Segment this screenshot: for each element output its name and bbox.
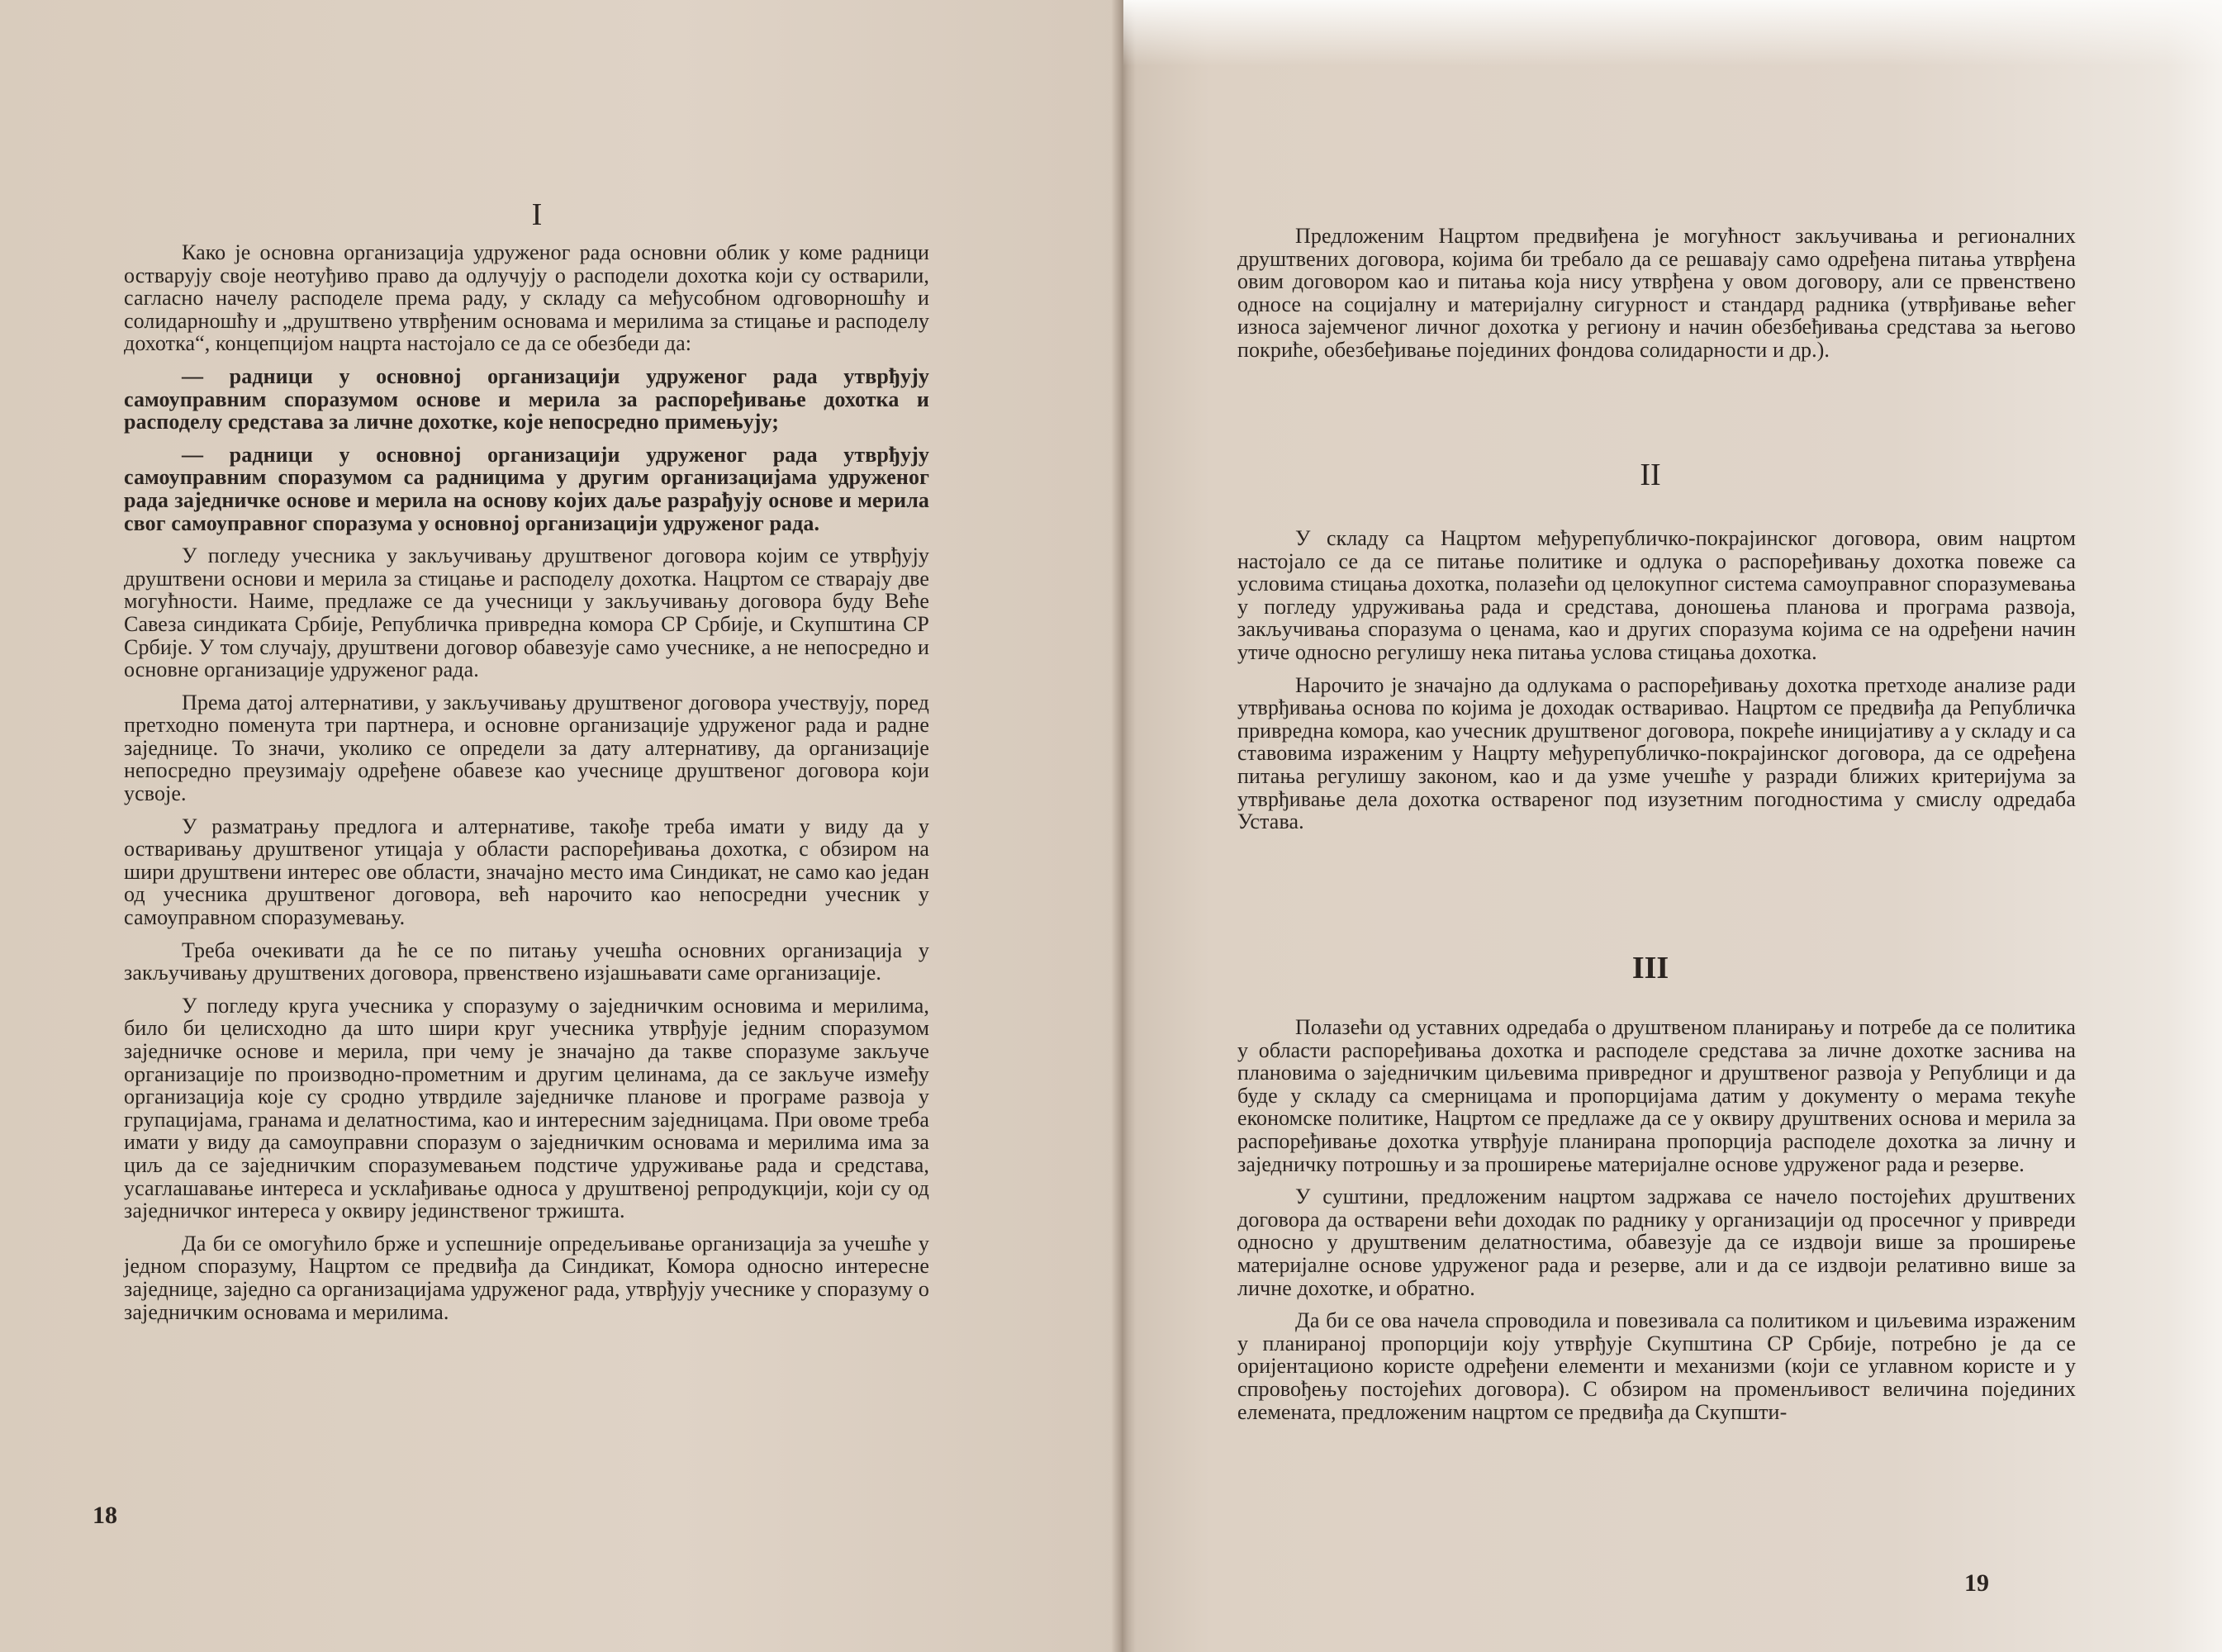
page-edge-highlight [1123, 0, 2222, 66]
left-page-body [124, 241, 929, 1333]
section-heading-i: I [531, 197, 543, 232]
left-paragraph-3: — радници у основној организацији удруженог рада утврђују самоуправним споразумом са радницима у другим организацијама удруженог рада заједничке основе и мерила на основу којих даље разрађују основе и мерила свог самоуправног споразума у основној организацији удруженог рада. [124, 442, 929, 535]
left-paragraph-8: У погледу круга учесника у споразуму о заједничким основима и мерилима, било би целисходно да што шири круг учесника утврђује једним споразумом заједничке основе и мерила, при чему је значајно да такве споразуме закључе организације по производно-прометним и другим целинама, да се закључе између организација које су сродно утврдиле заједничке планове и програме развоја у групацијама, гранама и делатностима, као и интересним заједницама. При овоме треба имати у виду да самоуправни споразум о заједничким основама и мерилима има за циљ да се заједничким споразумевањем подстиче удруживање рада и средстава, усаглашавање интереса и усклађивање односа у друштвеној репродукцији, који су од заједничког интереса у оквиру јединственог тржишта. [124, 993, 929, 1223]
right-intro-paragraph: Предложеним Нацртом предвиђена је могућност закључивања и регионалних друштвених договора, којима би требало да се решавају само одређена питања утврђена овим договором као и питања која нису утврђена у овом договору, али се првенствено односе на социјалну и материјалну сигурност и стандард радника (утврђивање већег износа зајемченог личног дохотка у региону и начин обезбеђивања средстава за његово покриће, обезбеђивање појединих фондова солидарности и др.). [1237, 224, 2076, 362]
section-iii-paragraph-2: У суштини, предложеним нацртом задржава се начело постојећих друштвених договора да остварени већи доходак по раднику у организацији од просечног у привреди односно у друштвеним делатностима, обавезује да се издвоји више за проширење материјалне основе удруженог рада и резерве, али и да се издвоји релативно више за личне дохотке, и обратно. [1237, 1184, 2076, 1300]
page-number-left: 18 [93, 1502, 117, 1529]
left-paragraph-9: Да би се омогућило брже и успешније опредељивање организација за учешће у једном споразуму, Нацртом се предвиђа да Синдикат, Комора односно интересне заједнице, заједно са организацијама удруженог рада, утврђују учеснике у споразуму о заједничким основама и мерилима. [124, 1231, 929, 1324]
left-paragraph-7: Треба очекивати да ће се по питању учешћа основних организација у закључивању друштвених договора, првенствено изјашњавати саме организације. [124, 938, 929, 985]
section-iii-paragraph-3: Да би се ова начела спроводила и повезивала са политиком и циљевима израженим у планираној пропорцији коју утврђује Скупштина СР Србије, потребно је да се оријентационо користе одређени елементи и механизми (који се углавном користе и у спровођењу постојећих договора). С обзиром на променљивост величина појединих елемената, предложеним нацртом се предвиђа да Скупшти- [1237, 1308, 2076, 1424]
section-heading-iii: III [1631, 951, 1669, 985]
section-heading-ii: II [1640, 458, 1661, 492]
book-gutter-shadow [1111, 0, 1136, 1652]
section-ii-paragraph-1: У складу са Нацртом међурепубличко-покрајинског договора, овим нацртом настојало се да се питање политике и одлука о распоређивању дохотка повеже са условима стицања дохотка, полазећи од целокупног система самоуправног споразумевања у погледу удруживања рада и средстава, доношења планова и програма развоја, закључивања споразума о ценама, као и других споразума којима се на одређени начин утиче односно регулишу нека питања услова стицања дохотка. [1237, 526, 2076, 664]
left-paragraph-4: У погледу учесника у закључивању друштвеног договора којим се утврђују друштвени основи и мерила за стицање и расподелу дохотка. Нацртом се стварају две могућности. Наиме, предлаже се да учесници у закључивању договора буду Веће Савеза синдиката Србије, Републичка привредна комора СР Србије, и Скупштина СР Србије. У том случају, друштвени договор обавезује само учеснике, а не непосредно и основне организације удруженог рада. [124, 544, 929, 682]
section-iii-body [1237, 1016, 2076, 1433]
section-ii-body [1237, 527, 2076, 843]
right-page [1122, 0, 2222, 1652]
right-intro [1237, 225, 2076, 372]
left-paragraph-1: Како је основна организација удруженог рада основни облик у коме радници остварују своје неотуђиво право да одлучују о расподели дохотка који су остварили, сагласно начелу расподеле према раду, у складу са међусобном одговорношћу и солидарношћу и „друштвено утврђеним основама и мерилима за стицање и расподелу дохотка“, концепцијом нацрта настојало се да се обезбеди да: [124, 240, 929, 356]
section-ii-paragraph-2: Нарочито је значајно да одлукама о распоређивању дохотка претходе анализе ради утврђивања основа по којима је доходак остваривао. Нацртом се предвиђа да Републичка привредна комора, као учесник друштвеног договора, покреће иницијативу а у складу и са ставовима израженим у Нацрту међурепубличко-покрајинског договора, да се одређена питања регулишу законом, као и да узме учешће у разради ближих критеријума за утврђивање дела дохотка оствареног под изузетним погодностима у смислу одредаба Устава. [1237, 672, 2076, 834]
left-paragraph-6: У разматрању предлога и алтернативе, такође треба имати у виду да у остваривању друштвеног утицаја у области распоређивања дохотка, с обзиром на шири друштвени интерес ове области, значајно место има Синдикат, не само као један од учесника друштвеног договора, већ нарочито као непосредни учесник у самоуправном споразумевању. [124, 814, 929, 930]
left-paragraph-2: — радници у основној организацији удруженог рада утврђују самоуправним споразумом основе и мерила за распоређивање дохотка и расподелу средстава за личне дохотке, које непосредно примењују; [124, 363, 929, 434]
section-iii-paragraph-1: Полазећи од уставних одредаба о друштвеном планирању и потребе да се политика у области распоређивања дохотка и расподеле средстава за личне дохотке заснива на плановима о заједничким циљевима привредног и друштвеног развоја у Републици и да буде у складу са смерницама и пропорцијама датим у документу о мерама текуће економске политике, Нацртом се предлаже да се у оквиру друштвених основа и мерила за распоређивање дохотка утврђује планирана пропорција расподеле дохотка за личну и заједничку потрошњу и за проширење материјалне основе удруженог рада и резерве. [1237, 1015, 2076, 1176]
page-number-right: 19 [1964, 1569, 1989, 1597]
left-paragraph-5: Према датој алтернативи, у закључивању друштвеног договора учествују, поред претходно поменута три партнера, и основне организације удруженог рада и радне заједнице. То значи, уколико се определи за дату алтернативу, да организације непосредно преузимају одређене обавезе као учеснице друштвеног договора који усвоје. [124, 690, 929, 806]
